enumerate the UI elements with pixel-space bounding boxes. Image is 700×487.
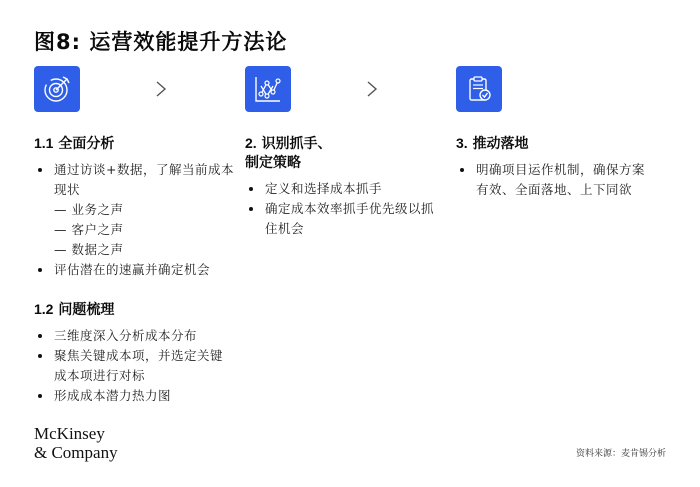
source-note: 资料来源：麦肯锡分析 <box>575 449 666 459</box>
list-item: 聚焦关键成本项，并选定关键成本项进行对标 <box>34 346 234 386</box>
figure-title: 图8: 运营效能提升方法论 <box>34 30 288 54</box>
list-item: 定义和选择成本抓手 <box>245 179 445 199</box>
mckinsey-logo: McKinsey & Company <box>34 424 118 462</box>
step-column-1 <box>34 134 234 406</box>
chevron-right-icon <box>365 79 379 99</box>
clipboard-check-icon <box>456 66 502 112</box>
step-2-bullets <box>245 179 445 239</box>
step-heading-1-2: 1.2 问题梳理 <box>34 301 115 318</box>
step-column-3 <box>456 134 656 200</box>
list-item: 明确项目运作机制，确保方案有效、全面落地、上下同欲 <box>456 160 656 200</box>
list-item: 确定成本效率抓手优先级以抓住机会 <box>245 199 445 239</box>
network-chart-icon <box>245 66 291 112</box>
chevron-right-icon <box>154 79 168 99</box>
list-item: — 数据之声 <box>54 242 124 257</box>
step-column-2 <box>245 134 445 239</box>
step-3-bullets <box>456 160 656 200</box>
step-heading-1-1: 1.1 全面分析 <box>34 135 115 152</box>
list-item: 评估潜在的速赢并确定机会 <box>34 260 234 280</box>
step-heading-2: 2. 识别抓手、 制定策略 <box>245 135 332 171</box>
list-item: 三维度深入分析成本分布 <box>34 326 234 346</box>
target-icon <box>34 66 80 112</box>
list-item: — 业务之声 <box>54 202 124 217</box>
list-item: 通过访谈+数据，了解当前成本现状 <box>34 160 234 200</box>
step-1-1-bullets <box>34 160 234 280</box>
step-heading-3: 3. 推动落地 <box>456 135 529 152</box>
list-item: 形成成本潜力热力图 <box>34 386 234 406</box>
list-item: — 客户之声 <box>54 222 124 237</box>
step-1-2-bullets <box>34 326 234 406</box>
